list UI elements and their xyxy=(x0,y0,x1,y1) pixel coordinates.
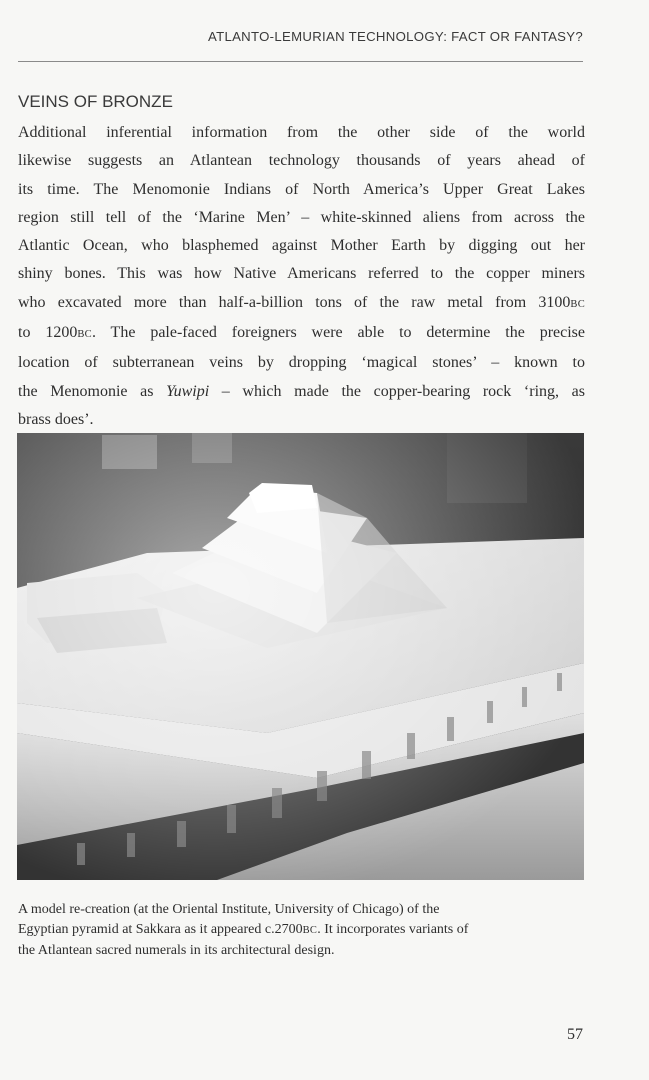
paragraph-line: its time. The Menomonie Indians of North America’s Upper Great Lakes xyxy=(18,180,585,198)
caption-text: Egyptian pyramid at Sakkara as it appeared c.2700 xyxy=(18,922,303,937)
running-head: ATLANTO-LEMURIAN TECHNOLOGY: FACT OR FANTASY? xyxy=(207,29,583,44)
era-abbreviation: BC xyxy=(302,925,318,936)
paragraph-text: to 1200 xyxy=(18,324,78,342)
header-rule xyxy=(18,61,583,62)
paragraph-line xyxy=(18,378,585,406)
paragraph-line: likewise suggests an Atlantean technology thousands of years ahead of xyxy=(18,152,585,170)
section-title: VEINS OF BRONZE xyxy=(18,92,173,111)
paragraph-line: Atlantic Ocean, who blasphemed against Mother Earth by digging out her xyxy=(18,237,585,255)
paragraph-text: the Menomonie as xyxy=(18,382,167,400)
paragraph-text: who excavated more than half-a-billion tons of the raw metal from 3100 xyxy=(18,293,571,311)
era-abbreviation: BC xyxy=(570,298,585,310)
pyramid-model-illustration xyxy=(17,433,584,880)
page-number: 57 xyxy=(567,1026,583,1043)
photo-glare xyxy=(17,433,584,880)
paragraph-text: – which made the copper-bearing rock ‘ring, as xyxy=(209,382,585,400)
paragraph-line: Additional inferential information from the other side of the world xyxy=(18,124,585,141)
paragraph-line: shiny bones. This was how Native Americans referred to the copper miners xyxy=(18,265,585,283)
paragraph-line xyxy=(18,319,585,349)
caption-text: . It incorporates variants of xyxy=(317,922,469,937)
caption-line: A model re-creation (at the Oriental Institute, University of Chicago) of the xyxy=(18,902,440,917)
era-abbreviation: BC xyxy=(77,329,92,341)
figure-caption xyxy=(18,900,585,961)
paragraph-line: region still tell of the ‘Marine Men’ – white-skinned aliens from across the xyxy=(18,208,585,226)
pyramid-model-photo xyxy=(17,433,584,880)
paragraph-line xyxy=(18,289,585,319)
paragraph-text: . The pale-faced foreigners were able to determine the precise xyxy=(91,324,585,342)
paragraph-line: brass does’. xyxy=(18,410,94,428)
body-paragraph xyxy=(18,119,585,434)
caption-line xyxy=(18,920,585,941)
caption-line: the Atlantean sacred numerals in its architectural design. xyxy=(18,943,335,958)
italic-term: Yuwipi xyxy=(166,382,210,400)
paragraph-line: location of subterranean veins by dropping ‘magical stones’ – known to xyxy=(18,354,585,372)
